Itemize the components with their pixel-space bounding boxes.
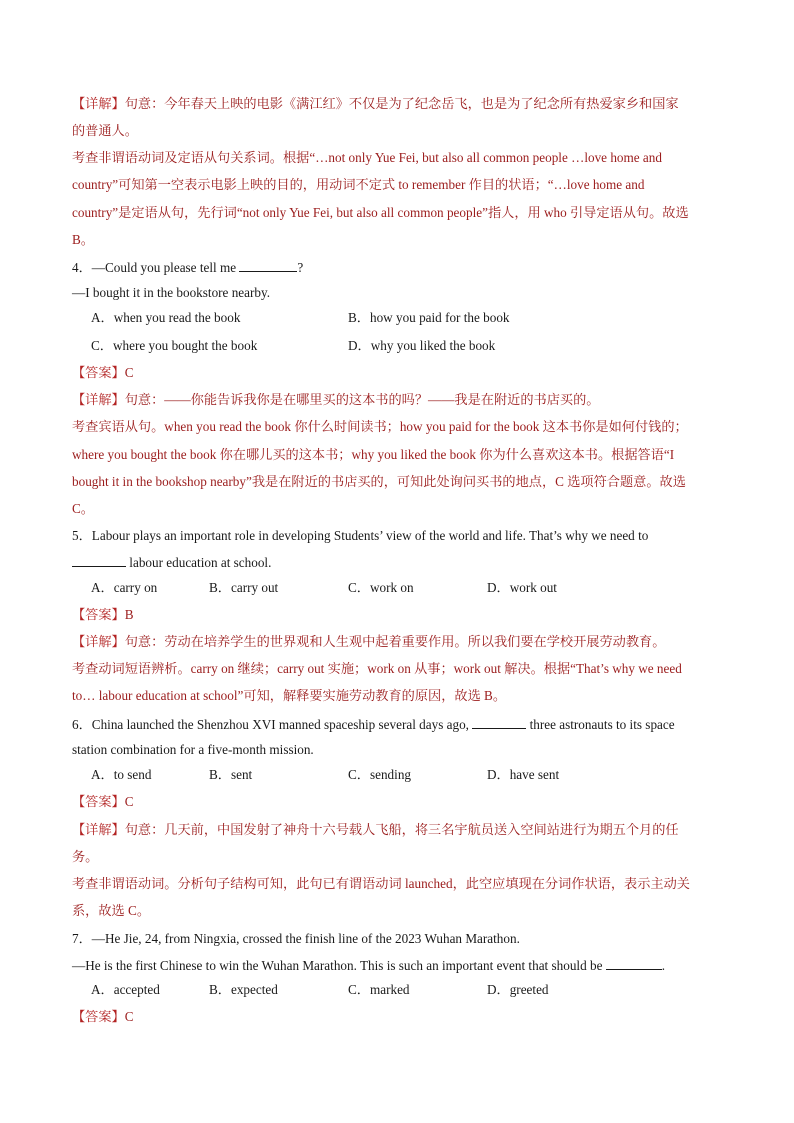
q4-stem-line-1: 4．—Could you please tell me ? bbox=[72, 257, 732, 277]
detail-tag: 【详解】 bbox=[72, 96, 125, 111]
answer-tag: 【答案】 bbox=[72, 1009, 125, 1024]
q5-stem-line-1: 5．Labour plays an important role in developing Students’ view of the world and life. That’s why we need to bbox=[72, 528, 649, 543]
answer-blank bbox=[472, 714, 526, 729]
q3-detail-line-2: 的普通人。 bbox=[72, 123, 138, 138]
q5-option-c: C．work on bbox=[348, 580, 414, 595]
q4-option-d: D．why you liked the book bbox=[348, 338, 496, 353]
detail-tag: 【详解】 bbox=[72, 634, 125, 649]
q3-detail-line-4: country”可知第一空表示电影上映的目的，用动词不定式 to remember 作目的状语；“…love home and bbox=[72, 177, 645, 192]
answer-blank bbox=[72, 552, 126, 567]
q4-stem-line-2: —I bought it in the bookstore nearby. bbox=[72, 285, 271, 300]
detail-tag: 【详解】 bbox=[72, 392, 125, 407]
q3-detail-line-5: country”是定语从句，先行词“not only Yue Fei, but also all common people”指人，用 who 引导定语从句。故选 bbox=[72, 205, 689, 220]
q6-detail-line-1: 【详解】句意：几天前，中国发射了神舟十六号载人飞船，将三名宇航员送入空间站进行为期五个月的任 bbox=[72, 822, 679, 837]
q5-detail-line-3: to… labour education at school”可知，解释要实施劳动教育的原因，故选 B。 bbox=[72, 688, 507, 703]
detail-tag: 【详解】 bbox=[72, 822, 125, 837]
q5-stem-line-2: labour education at school. bbox=[72, 552, 732, 572]
q6-option-d: D．have sent bbox=[487, 767, 560, 782]
q4-detail-line-5: C。 bbox=[72, 501, 94, 516]
q5-detail-line-2: 考查动词短语辨析。carry on 继续；carry out 实施；work on 从事；work out 解决。根据“That’s why we need bbox=[72, 661, 682, 676]
q4-detail-line-4: bought it in the bookshop nearby”我是在附近的书店买的，可知此处询问买书的地点，C 选项符合题意。故选 bbox=[72, 474, 686, 489]
q5-option-b: B．carry out bbox=[209, 580, 279, 595]
q4-detail-line-2: 考查宾语从句。when you read the book 你什么时间读书；how you paid for the book 这本书你是如何付钱的； bbox=[72, 419, 688, 434]
answer-blank bbox=[239, 257, 297, 272]
q3-detail-line-6: B。 bbox=[72, 232, 94, 247]
q3-detail-line-3: 考查非谓语动词及定语从句关系词。根据“…not only Yue Fei, but also all common people …love home and bbox=[72, 150, 662, 165]
answer-blank bbox=[606, 955, 662, 970]
q5-detail-line-1: 【详解】句意：劳动在培养学生的世界观和人生观中起着重要作用。所以我们要在学校开展劳动教育。 bbox=[72, 634, 666, 649]
q7-answer: 【答案】C bbox=[72, 1009, 134, 1024]
q6-option-b: B．sent bbox=[209, 767, 253, 782]
q5-option-a: A．carry on bbox=[91, 580, 158, 595]
q4-option-c: C．where you bought the book bbox=[91, 338, 258, 353]
q7-option-c: C．marked bbox=[348, 982, 410, 997]
q6-detail-line-4: 系，故选 C。 bbox=[72, 903, 151, 918]
answer-tag: 【答案】 bbox=[72, 794, 125, 809]
q6-detail-line-3: 考查非谓语动词。分析句子结构可知，此句已有谓语动词 launched，此空应填现在分词作状语，表示主动关 bbox=[72, 876, 690, 891]
answer-tag: 【答案】 bbox=[72, 365, 125, 380]
q6-option-a: A．to send bbox=[91, 767, 152, 782]
q7-option-a: A．accepted bbox=[91, 982, 160, 997]
q3-detail-line-1: 【详解】句意：今年春天上映的电影《满江红》不仅是为了纪念岳飞，也是为了纪念所有热爱家乡和国家 bbox=[72, 96, 679, 111]
answer-tag: 【答案】 bbox=[72, 607, 125, 622]
q6-stem-line-2: station combination for a five-month mission. bbox=[72, 742, 314, 757]
q4-answer: 【答案】C bbox=[72, 365, 134, 380]
q7-stem-line-2: —He is the first Chinese to win the Wuhan Marathon. This is such an important event that should be . bbox=[72, 955, 732, 975]
q5-answer: 【答案】B bbox=[72, 607, 134, 622]
q6-answer: 【答案】C bbox=[72, 794, 134, 809]
q6-detail-line-2: 务。 bbox=[72, 849, 99, 864]
q7-option-d: D．greeted bbox=[487, 982, 549, 997]
q4-option-a: A．when you read the book bbox=[91, 310, 241, 325]
q6-stem-line-1: 6．China launched the Shenzhou XVI manned spaceship several days ago, three astronauts to its space bbox=[72, 714, 732, 734]
q4-detail-line-1: 【详解】句意：——你能告诉我你是在哪里买的这本书的吗？——我是在附近的书店买的。 bbox=[72, 392, 600, 407]
q5-option-d: D．work out bbox=[487, 580, 557, 595]
q4-option-b: B．how you paid for the book bbox=[348, 310, 510, 325]
q4-detail-line-3: where you bought the book 你在哪儿买的这本书；why you liked the book 你为什么喜欢这本书。根据答语“I bbox=[72, 447, 675, 462]
q7-stem-line-1: 7．—He Jie, 24, from Ningxia, crossed the finish line of the 2023 Wuhan Marathon. bbox=[72, 931, 520, 946]
q7-option-b: B．expected bbox=[209, 982, 278, 997]
q6-option-c: C．sending bbox=[348, 767, 412, 782]
